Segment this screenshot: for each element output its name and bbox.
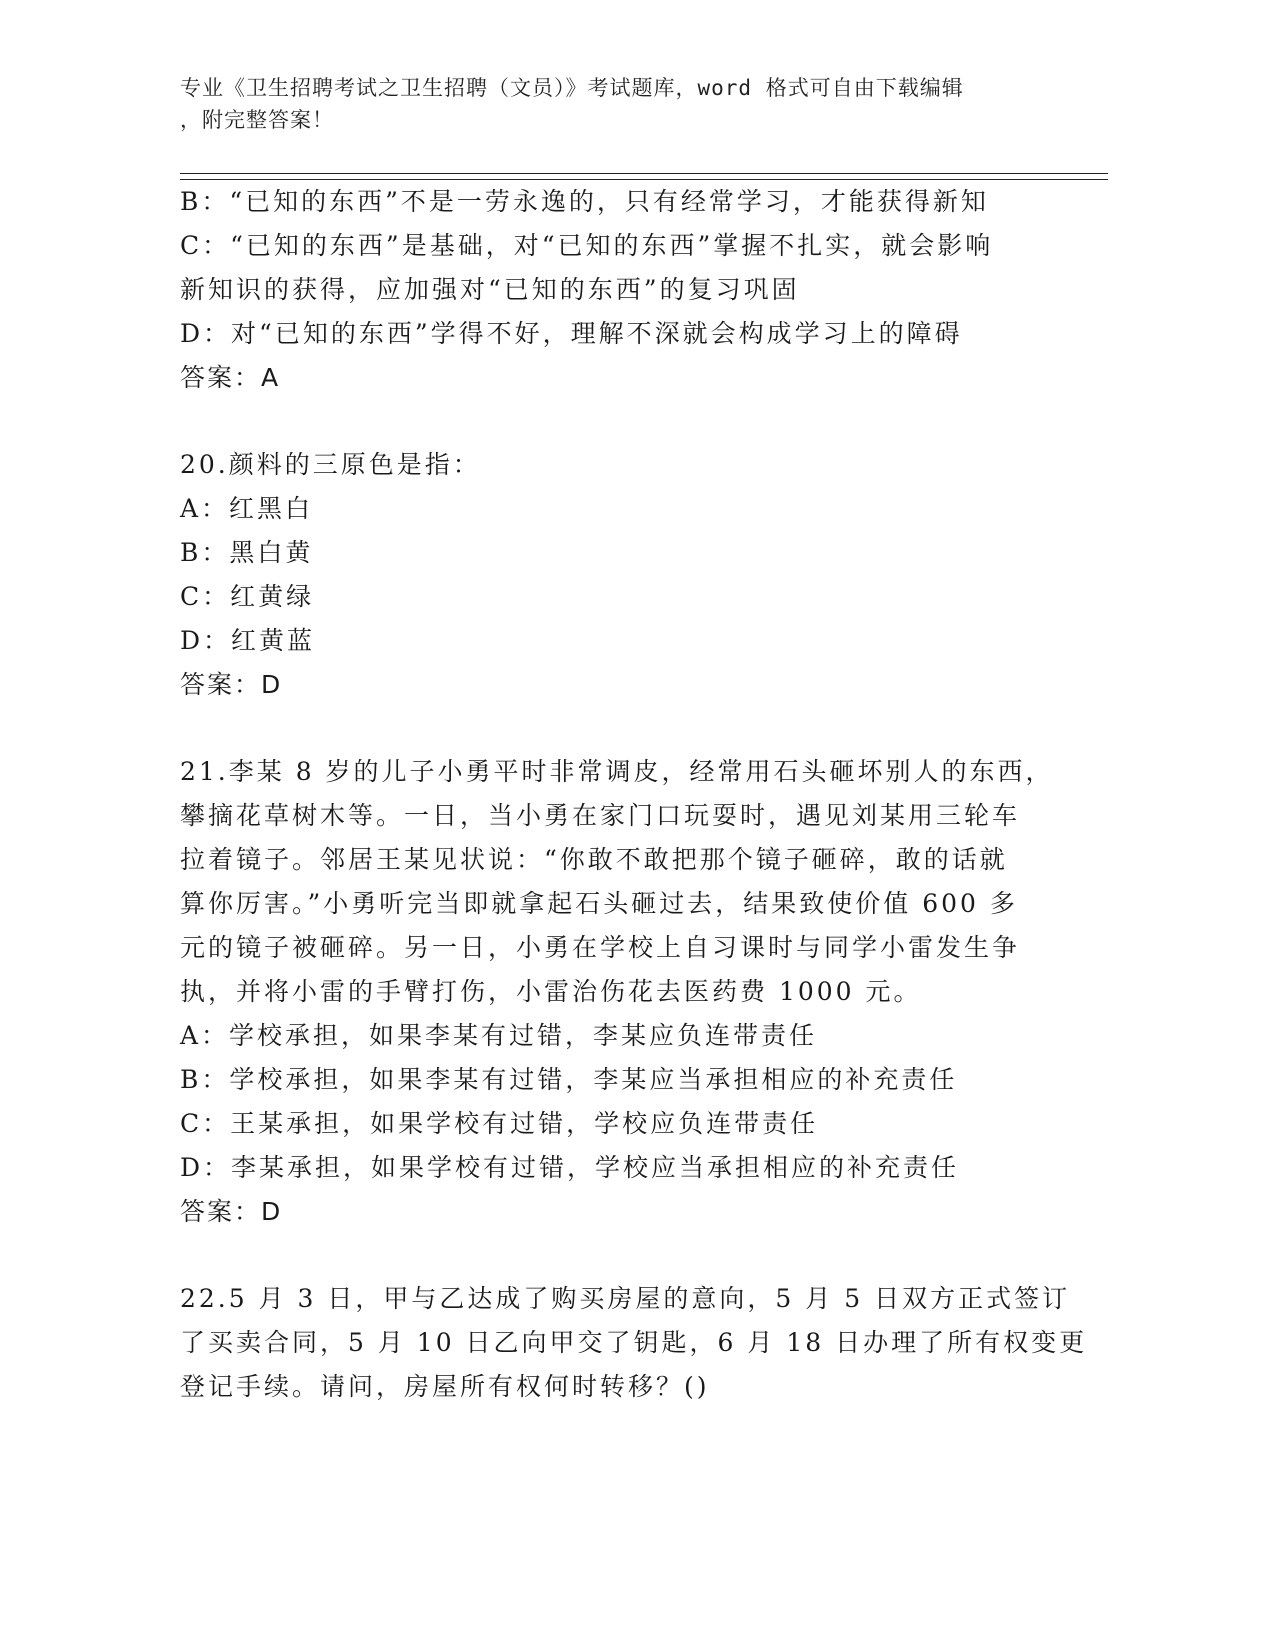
answer: 答案：A <box>180 363 281 392</box>
spacer <box>180 1234 1060 1277</box>
question-20 <box>180 443 1060 707</box>
option-d: D：李某承担，如果学校有过错，学校应当承担相应的补充责任 <box>180 1153 960 1182</box>
question-stem: 20.颜料的三原色是指： <box>180 450 481 479</box>
option-c: C：红黄绿 <box>180 582 315 611</box>
option-c-line-2: 新知识的获得，应加强对“已知的东西”的复习巩固 <box>180 275 800 304</box>
question-stem-line: 攀摘花草树木等。一日，当小勇在家门口玩耍时，遇见刘某用三轮车 <box>180 801 1021 830</box>
answer: 答案：D <box>180 1197 283 1226</box>
question-stem-line: 拉着镜子。邻居王某见状说：“你敢不敢把那个镜子砸碎，敢的话就 <box>180 845 1008 874</box>
option-b: B：黑白黄 <box>180 538 314 567</box>
question-stem-line: 元的镜子被砸碎。另一日，小勇在学校上自习课时与同学小雷发生争 <box>180 933 1021 962</box>
question-stem-line: 21.李某 8 岁的儿子小勇平时非常调皮，经常用石头砸坏别人的东西， <box>180 757 1054 786</box>
option-a: A：红黑白 <box>180 494 314 523</box>
question-stem-line: 登记手续。请问，房屋所有权何时转移？() <box>180 1372 710 1401</box>
question-stem-line: 执，并将小雷的手臂打伤，小雷治伤花去医药费 1000 元。 <box>180 977 922 1006</box>
option-a: A：学校承担，如果李某有过错，李某应负连带责任 <box>180 1021 818 1050</box>
question-content <box>180 180 1088 1409</box>
option-c: C：王某承担，如果学校有过错，学校应负连带责任 <box>180 1109 819 1138</box>
option-d: D：对“已知的东西”学得不好，理解不深就会构成学习上的障碍 <box>180 319 963 348</box>
option-b: B：“已知的东西”不是一劳永逸的，只有经常学习，才能获得新知 <box>180 187 989 216</box>
question-stem-line: 了买卖合同，5 月 10 日乙向甲交了钥匙，6 月 18 日办理了所有权变更 <box>180 1328 1088 1357</box>
option-c-line-1: C：“已知的东西”是基础，对“已知的东西”掌握不扎实，就会影响 <box>180 231 994 260</box>
question-stem-line: 22.5 月 3 日，甲与乙达成了购买房屋的意向，5 月 5 日双方正式签订 <box>180 1284 1071 1313</box>
question-22 <box>180 1277 1088 1409</box>
spacer <box>180 707 1060 750</box>
header-divider <box>180 173 1108 180</box>
question-stem-line: 算你厉害。”小勇听完当即就拿起石头砸过去，结果致使价值 600 多 <box>180 889 1018 918</box>
question-21 <box>180 750 1060 1234</box>
header-line-1: 专业《卫生招聘考试之卫生招聘（文员）》考试题库，word 格式可自由下载编辑 <box>180 76 964 100</box>
page-header <box>180 72 1060 136</box>
answer: 答案：D <box>180 670 283 699</box>
option-b: B：学校承担，如果李某有过错，李某应当承担相应的补充责任 <box>180 1065 958 1094</box>
spacer <box>180 400 1060 443</box>
header-line-2: ，附完整答案！ <box>180 108 334 132</box>
question-19-continued <box>180 180 1060 400</box>
option-d: D：红黄蓝 <box>180 626 316 655</box>
